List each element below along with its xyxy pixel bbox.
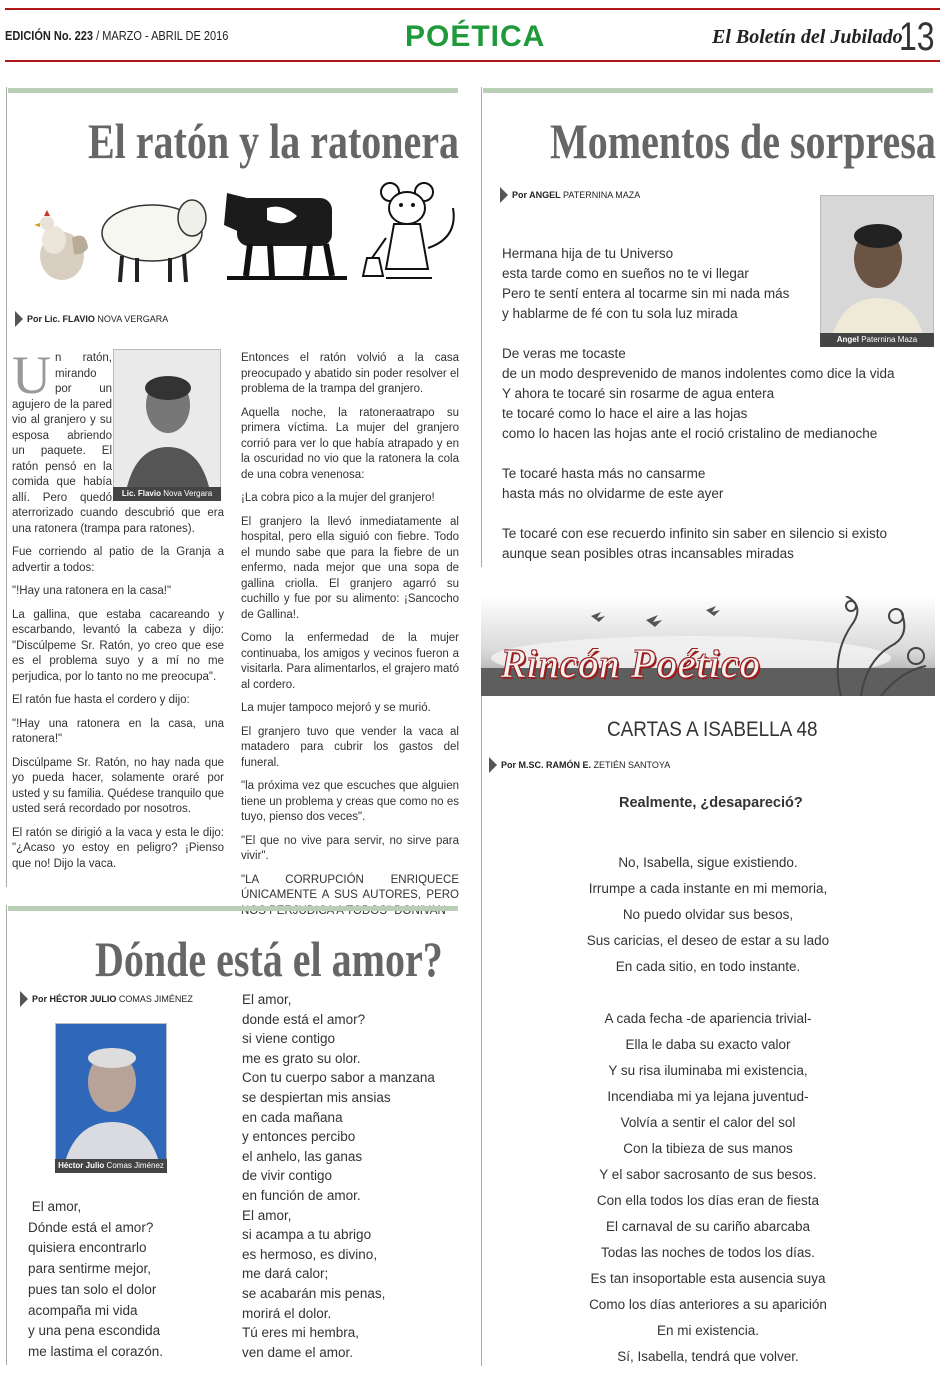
byline-arrow-icon [500,187,508,203]
section-title: POÉTICA [405,20,546,53]
amor-headline: Dónde está el amor? [95,931,443,987]
raton-top-bar [8,88,458,93]
cartas-subtitle: Realmente, ¿desapareció? [619,795,803,811]
momentos-frame-line [481,87,482,567]
animals-illustration [22,178,462,288]
raton-headline: El ratón y la ratonera [88,113,460,169]
cow-icon [224,193,347,278]
rincon-byline: Por M.SC. RAMÓN E. ZETIÉN SANTOYA [489,760,670,770]
cartas-poem: No, Isabella, sigue existiendo. Irrumpe a cada instante en mi memoria, No puedo olvidar sus besos, Sus caricias, el deseo de estar a su lado En cada sitio, en todo instante. A cada fecha -de apariencia trivial- Ella le daba su exacto valor Y su risa iluminaba mi existencia, Incendiaba mi ya lejana juventud- Volvía a sentir el calor del sol Con la tibieza de sus manos Y el sabor sacrosanto de sus besos. Con ella todos los días eran de fiesta El carnaval de su cariño abarcaba Todas las noches de todos los días. Es tan insoportable esta ausencia suya Como los días anteriores a su aparición En mi existencia. Sí, Isabella, tendrá que volver. [586,855,830,1364]
byline-arrow-icon [15,311,23,327]
angel-caption: Angel Paternina Maza [820,333,934,347]
hector-photo [55,1023,167,1173]
byline-arrow-icon [20,991,28,1007]
rincon-banner [481,596,935,696]
amor-top-bar [8,906,458,911]
page-number: 13 [899,15,935,59]
hen-icon [34,210,88,280]
raton-lead: n ratón, mirando por un agujero de la pared vio al granjero y su esposa abriendo un paquete. El ratón pensó en la comida que había allí. Pero quedó aterrorizado cuando descubrió que era una ratonera (trampa para ratones). [12,352,224,535]
header-top-rule [5,8,940,10]
amor-byline: Por HÉCTOR JULIO COMAS JIMÉNEZ [20,994,193,1004]
newspaper-name: El Boletín del Jubilado [712,26,903,48]
portrait-icon [56,1024,167,1173]
flavio-caption: Lic. Flavio Nova Vergara [113,487,221,501]
byline-arrow-icon [489,757,497,773]
amor-poem-right: El amor, donde está el amor? si viene contigo me es grato su olor. Con tu cuerpo sabor a manzana se despiertan mis ansias en cada mañana y entonces percibo el anhelo, las ganas de vivir contigo en función de amor. El amor, si acampa a tu abrigo es hermoso, es divino, me dará calor; se acabarán mis penas, morirá el dolor. Tú eres mi hembra, ven dame el amor. [242,992,435,1360]
momentos-byline: Por ANGEL PATERNINA MAZA [500,190,640,200]
momentos-top-bar [483,88,933,93]
momentos-poem: Hermana hija de tu Universo esta tarde como en sueños no te vi llegar Pero te sentí entera al tocarme sin mi nada más y hablarme de fé con tu sola luz mirada De veras me tocaste de un modo desprevenido de manos indolentes como dice la vida Y ahora te tocaré sin rosarme de agua entera te tocaré como lo hace el aire a las hojas como lo hacen las hojas ante el roció cristalino de medianoche Te tocaré hasta más no cansarme hasta más no olvidarme de este ayer Te tocaré con ese recuerdo infinito sin saber en silencio si existo aunque sean posibles otras incansables miradas [502,246,895,561]
mouse-scientist-icon [363,183,454,278]
rincon-banner-title: Rincón Poético [501,641,761,686]
hector-caption: Héctor Julio Comas Jiménez [55,1159,167,1173]
sheep-icon [102,200,206,282]
amor-poem-left: El amor, Dónde está el amor? quisiera encontrarlo para sentirme mejor, pues tan solo el dolor acompaña mi vida y una pena escondida me lastima el corazón. [28,1199,164,1359]
raton-frame-line [6,87,7,887]
rincon-frame-line [481,596,482,1366]
raton-column-1: U n ratón, mirando por un agujero de la pared vio al granjero y su esposa abriendo un paquete. El ratón pensó en la comida que había allí. Pero quedó aterrorizado cuando descubrió que era una ratonera (trampa para ratones). Fue corriendo al patio de la Granja a advertir a todos: "!Hay una ratonera en la casa!" La gallina, que estaba cacareando y escarbando, levantó la cabeza y dijo: "Discúlpeme Sr. Ratón, yo creo que ese es el problema suyo y a mí no me perjudica, por lo tanto no me preocupa". El ratón fue hasta el cordero y dijo: "!Hay una ratonera en la casa, una ratonera!" Discúlpame Sr. Ratón, no hay nada que yo pueda hacer, solamente oraré por usted y su familia. Quédese tranquilo que usted será recordado por nosotros. El ratón se dirigió a la vaca y esta le dijo: "¿Acaso yo estoy en peligro? ¡Pienso que no! Dijo la vaca. [12,345,224,870]
raton-byline: Por Lic. FLAVIO NOVA VERGARA [15,314,168,324]
amor-frame-line [6,905,7,1365]
drop-cap: U [12,345,51,405]
header-bottom-rule [5,60,940,62]
momentos-headline: Momentos de sorpresa [550,113,936,169]
cartas-title: CARTAS A ISABELLA 48 [607,718,818,741]
raton-column-2: Entonces el ratón volvió a la casa preocupado y abatido sin poder resolver el problema de la trampa del granjero. Aquella noche, la ratoneraatrapo su primera víctima. La mujer del granjero corrió para ver lo que había atrapado y en la oscuridad no vio que la ratonera la cola de una cobra venenosa: ¡La cobra pico a la mujer del granjero! El granjero la llevó inmediatamente al hospital, pero ella siguió con fiebre. Todo el mundo sabe que para la fiebre de un enfermo, nada mejor que una sopa de gallina criolla. El granjero agarró su cuchillo y fue por su alimento: ¡Sancocho de Gallina!. Como la enfermedad de la mujer continuaba, los amigos y vecinos fueron a visitarla. Para alimentarlos, el grajero mató al cordero. La mujer tampoco mejoró y se murió. El granjero tuvo que vender la vaca al matadero para cubrir los gastos del funeral. "la próxima vez que escuches que alguien tiene un problema y creas que como no es tuyo, pienso dos veces". "El que no vive para servir, no sirve para vivir". "LA CORRUPCIÓN ENRIQUECE ÚNICAMENTE A SUS AUTORES, PERO [241,352,459,901]
edition-info: EDICIÓN No. 223 / MARZO - ABRIL DE 2016 [5,29,229,43]
